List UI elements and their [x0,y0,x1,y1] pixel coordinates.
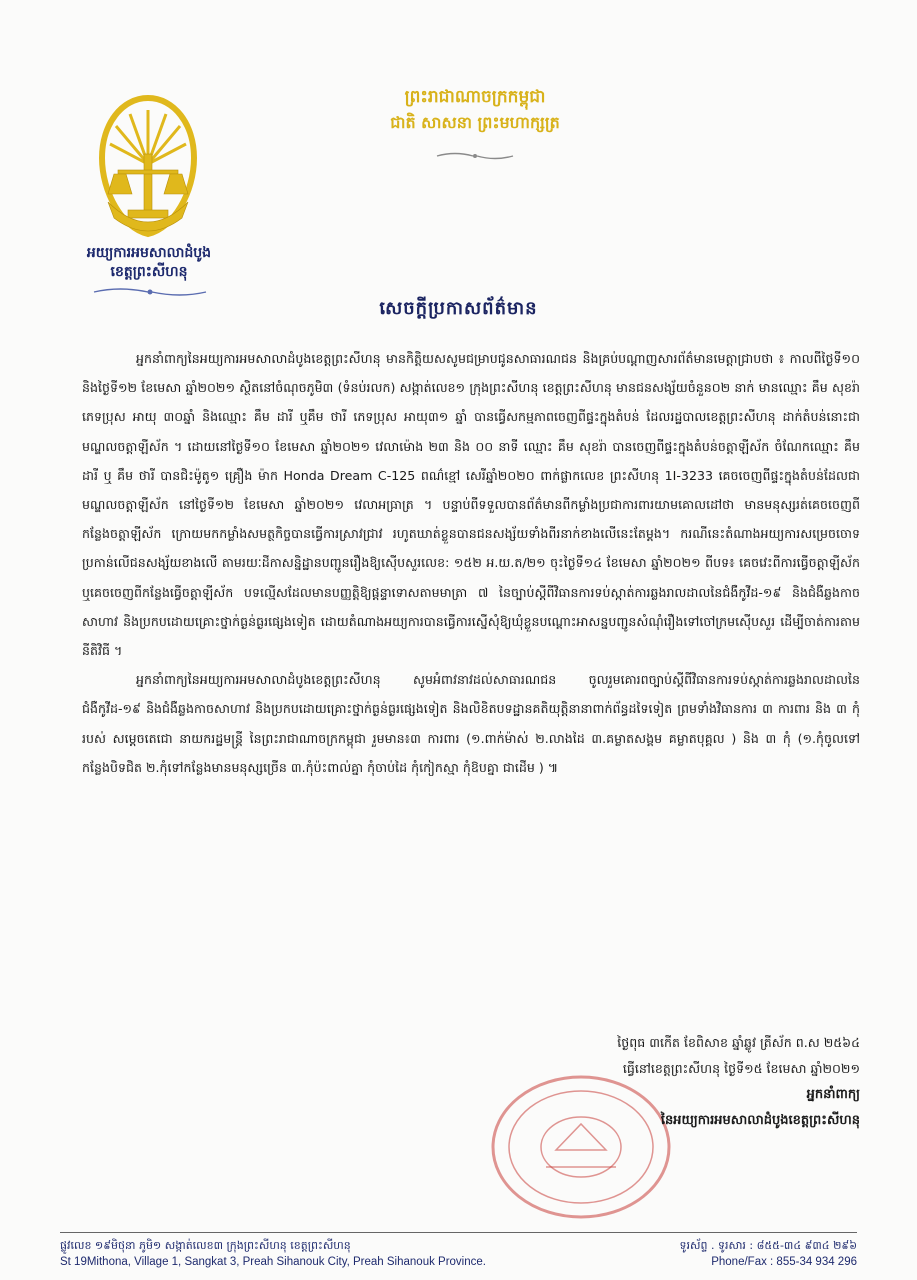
address-english: St 19Mithona, Village 1, Sangkat 3, Preah Sihanouk City, Preah Sihanouk Province. [60,1256,486,1268]
address-khmer: ផ្លូវលេខ ១៩មិថុនា ភូមិ១ សង្កាត់លេខ៣ ក្រុងព្រះសីហនុ ខេត្តព្រះសីហនុ [60,1239,351,1252]
phone-khmer: ទូរស័ព្ទ . ទូរសារ : ៨៥៥-៣៤ ៩៣៤ ២៩៦ [679,1239,857,1252]
spokesperson-role: អ្នកនាំពាក្យ [806,1087,860,1102]
office-name [34,244,264,282]
place-and-date: ធ្វើនៅខេត្តព្រះសីហនុ ថ្ងៃទី១៥ ខែមេសា ឆ្នាំ២០២១ [622,1061,860,1076]
signature-block [500,1030,860,1134]
office-name-line2: ខេត្តព្រះសីហនុ [110,264,188,280]
footer-address [60,1238,530,1270]
kingdom-name: ព្រះរាជាណាចក្រកម្ពុជា [404,87,546,107]
phone-english: Phone/Fax : 855-34 934 296 [711,1256,857,1268]
spokesperson-office: នៃអយ្យការអមសាលាដំបូងខេត្តព្រះសីហនុ [660,1113,860,1128]
footer-phone [557,1238,857,1270]
ornament-divider-icon [435,150,515,162]
body-paragraph-2: អ្នកនាំពាក្យនៃអយ្យការអមសាលាដំបូងខេត្តព្រះសីហនុ សូមអំពាវនាវដល់សាធារណជន ចូលរួមគោរពច្បាប់ស្តីពីវិធានការទប់ស្កាត់ការឆ្លងរាលដាលនៃជំងឺកូវីដ-១៩ និងជំងឺឆ្លងកាចសាហាវ និងប្រកបដោយគ្រោះថ្នាក់ធ្ងន់ធ្ងរផ្សេងទៀត និងលិខិតបទដ្ឋានគតិយុត្តិនានាពាក់ព័ន្ធដទៃទៀត ព្រមទាំងវិធានការ ៣ ការពារ និង ៣ កុំ របស់ សម្តេចតេជោ នាយករដ្ឋមន្ត្រី នៃព្រះរាជាណាចក្រកម្ពុជា រួមមាន៖៣ ការពារ (១.ពាក់ម៉ាស់ ២.លាងដៃ ៣.គម្លាតសង្គម គម្លាតបុគ្គល ) និង ៣ កុំ (១.កុំចូលទៅកន្លែងបិទជិត ២.កុំទៅកន្លែងមានមនុស្សច្រើន ៣.កុំប៉ះពាល់គ្នា កុំចាប់ដៃ កុំកៀកស្មា កុំឱបគ្នា ជាដើម ) ៕ [82,672,860,775]
document-body [82,344,860,782]
prosecution-emblem-icon [78,92,218,240]
lunar-date: ថ្ងៃពុធ ៣កើត ខែពិសាខ ឆ្នាំឆ្លូវ ត្រីស័ក ព.ស ២៥៦៤ [617,1035,860,1050]
footer-divider [60,1232,857,1233]
office-name-line1: អយ្យការអមសាលាដំបូង [86,245,212,261]
nation-religion-king: ជាតិ សាសនា ព្រះមហាក្សត្រ [390,113,560,132]
body-paragraph-1: អ្នកនាំពាក្យនៃអយ្យការអមសាលាដំបូងខេត្តព្រះសីហនុ មានកិត្តិយសសូមជម្រាបជូនសាធារណជន និងគ្រប់បណ្តាញសារព័ត៌មានមេត្តាជ្រាបថា ៖ កាលពីថ្ងៃទី១០ និងថ្ងៃទី១២ ខែមេសា ឆ្នាំ២០២១ ស្ថិតនៅចំណុចភូមិ៣ (ទំនប់រលក) សង្កាត់លេខ១ ក្រុងព្រះសីហនុ ខេត្តព្រះសីហនុ មានជនសង្ស័យចំនួន០២ នាក់ មានឈ្មោះ គឹម សុខរ៉ា ភេទប្រុស អាយុ ៣០ឆ្នាំ និងឈ្មោះ គឹម ដារី ឬគឹម ថារី ភេទប្រុស អាយុ៣១ ឆ្នាំ បានធ្វើសកម្មភាពចេញពីផ្ទះក្នុងតំបន់ ដែលរដ្ឋបាលខេត្តព្រះសីហនុ ដាក់តំបន់នោះជាមណ្ឌលចត្តាឡីស័ក ។ ដោយនៅថ្ងៃទី១០ ខែមេសា ឆ្នាំ២០២១ វេលាម៉ោង ២៣ និង ០០ នាទី ឈ្មោះ គឹម សុខរ៉ា បានចេញពីផ្ទះក្នុងតំបន់ចត្តាឡីស័ក ចំណែកឈ្មោះ គឹម ដារី ឬ គឹម ថារី បានជិះម៉ូតូ១ គ្រឿង ម៉ាក Honda Dream C-125 ពណ៌ខ្មៅ សេរីឆ្នាំ២០២០ ពាក់ផ្លាកលេខ ព្រះសីហនុ 1I-3233 គេចចេញពីផ្ទះក្នុងតំបន់ដែលជាមណ្ឌលចត្តាឡីស័ក នៅថ្ងៃទី១២ ខែមេសា ឆ្នាំ២០២១ វេលាអធ្រាត្រ ។ បន្ទាប់ពីទទួលបានព័ត៌មានពីកម្លាំងប្រជាការពារយាមគោលដៅថា មានមនុស្សរត់គេចចេញពីកន្លែងចត្តាឡីស័ក ក្រោយមកកម្លាំងសមត្ថកិច្ចបានធ្វើការស្រាវជ្រាវ រហូតឃាត់ខ្លួនបានជនសង្ស័យទាំងពីរនាក់ខាងលើនេះតែម្តង។ ករណីនេះតំណាងអយ្យការសម្រេចចោទប្រកាន់លើជនសង្ស័យខាងលើ តាមរយៈដីកាសន្និដ្ឋានបញ្ជូនរឿងឱ្យស៊ើបសួរលេខ: ១៥២ អ.យ.ត/២១ ចុះថ្ងៃទី១៤ ខែមេសា ឆ្នាំ២០២១ ពីបទ៖ គេចវេះពីការធ្វើចត្តាឡីស័ក ឬគេចចេញពីកន្លែងធ្វើចត្តាឡីស័ក បទល្មើសដែលមានបញ្ញត្តិឱ្យផ្តន្ទាទោសតាមមាត្រា ៧ នៃច្បាប់ស្តីពីវិធានការទប់ស្កាត់ការឆ្លងរាលដាលនៃជំងឺកូវីដ-១៩ និងជំងឺឆ្លងកាចសាហាវ និងប្រកបដោយគ្រោះថ្នាក់ធ្ងន់ធ្ងរផ្សេងទៀត ដោយតំណាងអយ្យការបានធ្វើការស្នើសុំឱ្យឃុំខ្លួនបណ្តោះអាសន្នបញ្ជូនសំណុំរឿងទៅចៅក្រមស៊ើបសួរ ដើម្បីចាត់ការតាមនីតិវិធី ។ [82,351,860,659]
kingdom-motto [340,86,610,134]
document-title: សេចក្តីប្រកាសព័ត៌មាន [379,298,538,319]
